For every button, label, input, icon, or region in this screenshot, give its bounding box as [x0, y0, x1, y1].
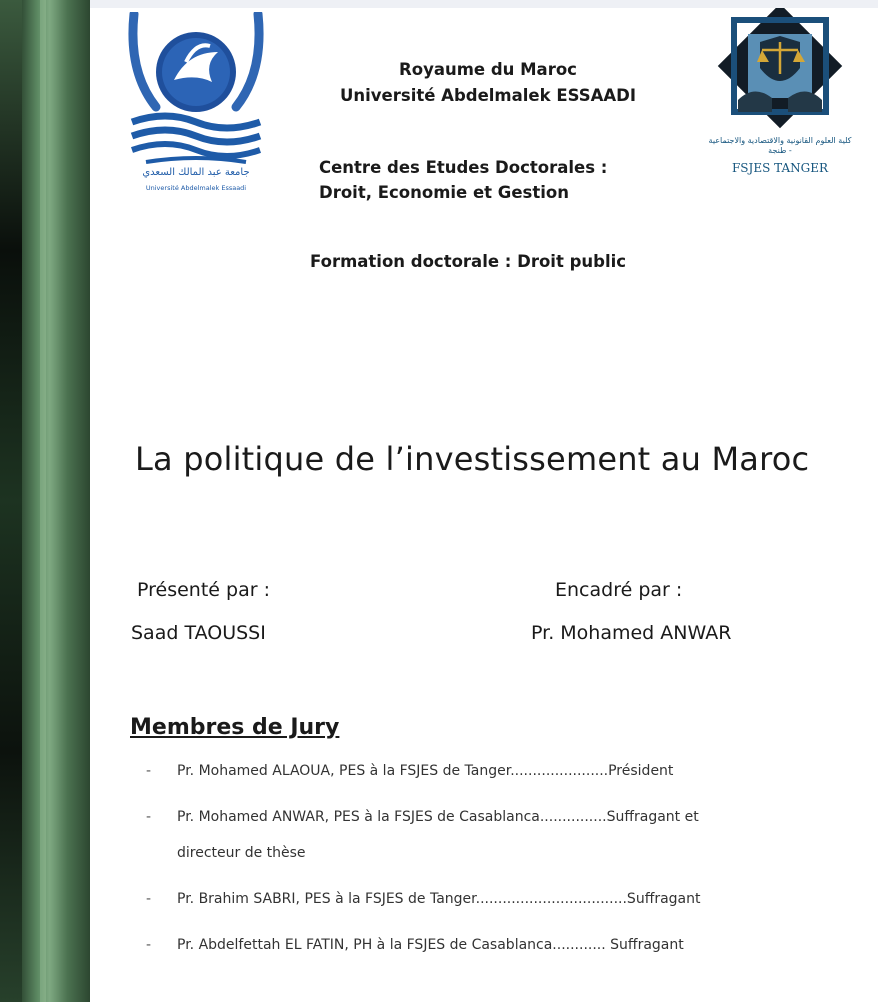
doctoral-program: Formation doctorale : Droit public	[310, 252, 627, 271]
university-logo-latin: Université Abdelmalek Essaadi	[145, 184, 247, 192]
jury-member: Pr. Brahim SABRI, PES à la FSJES de Tanger..................................Suffragant	[177, 891, 701, 907]
faculty-logo-icon	[700, 8, 860, 138]
jury-member: Pr. Mohamed ANWAR, PES à la FSJES de Casablanca...............Suffragant et	[177, 809, 699, 825]
supervisor-label: Encadré par :	[555, 579, 683, 601]
faculty-logo-arabic: كلية العلوم القانونية والاقتصادية والاجتماعية - طنجة	[708, 136, 852, 155]
list-bullet: -	[146, 763, 152, 779]
presenter-name: Saad TAOUSSI	[131, 622, 266, 644]
doctoral-centre-label: Centre des Etudes Doctorales :	[319, 158, 608, 177]
thesis-title: La politique de l’investissement au Maroc	[135, 440, 810, 478]
supervisor-name: Pr. Mohamed ANWAR	[531, 622, 732, 644]
faculty-logo-latin: FSJES TANGER	[731, 161, 829, 175]
university-name: Université Abdelmalek ESSAADI	[340, 86, 636, 105]
presenter-label: Présenté par :	[137, 579, 270, 601]
jury-heading: Membres de Jury	[130, 715, 340, 740]
university-logo-arabic: جامعة عبد المالك السعدي	[142, 167, 250, 178]
list-bullet: -	[146, 891, 152, 907]
jury-member-continuation: directeur de thèse	[177, 845, 306, 861]
doctoral-centre-field: Droit, Economie et Gestion	[319, 183, 569, 202]
background-stripe	[40, 0, 46, 1002]
university-logo	[126, 12, 266, 204]
kingdom-label: Royaume du Maroc	[399, 60, 577, 79]
background-left-panel	[0, 0, 90, 1002]
list-bullet: -	[146, 809, 152, 825]
jury-member: Pr. Abdelfettah EL FATIN, PH à la FSJES de Casablanca............ Suffragant	[177, 937, 684, 953]
list-bullet: -	[146, 937, 152, 953]
faculty-logo	[700, 8, 860, 178]
jury-member: Pr. Mohamed ALAOUA, PES à la FSJES de Tanger......................Président	[177, 763, 674, 779]
background-shade	[0, 0, 22, 1002]
